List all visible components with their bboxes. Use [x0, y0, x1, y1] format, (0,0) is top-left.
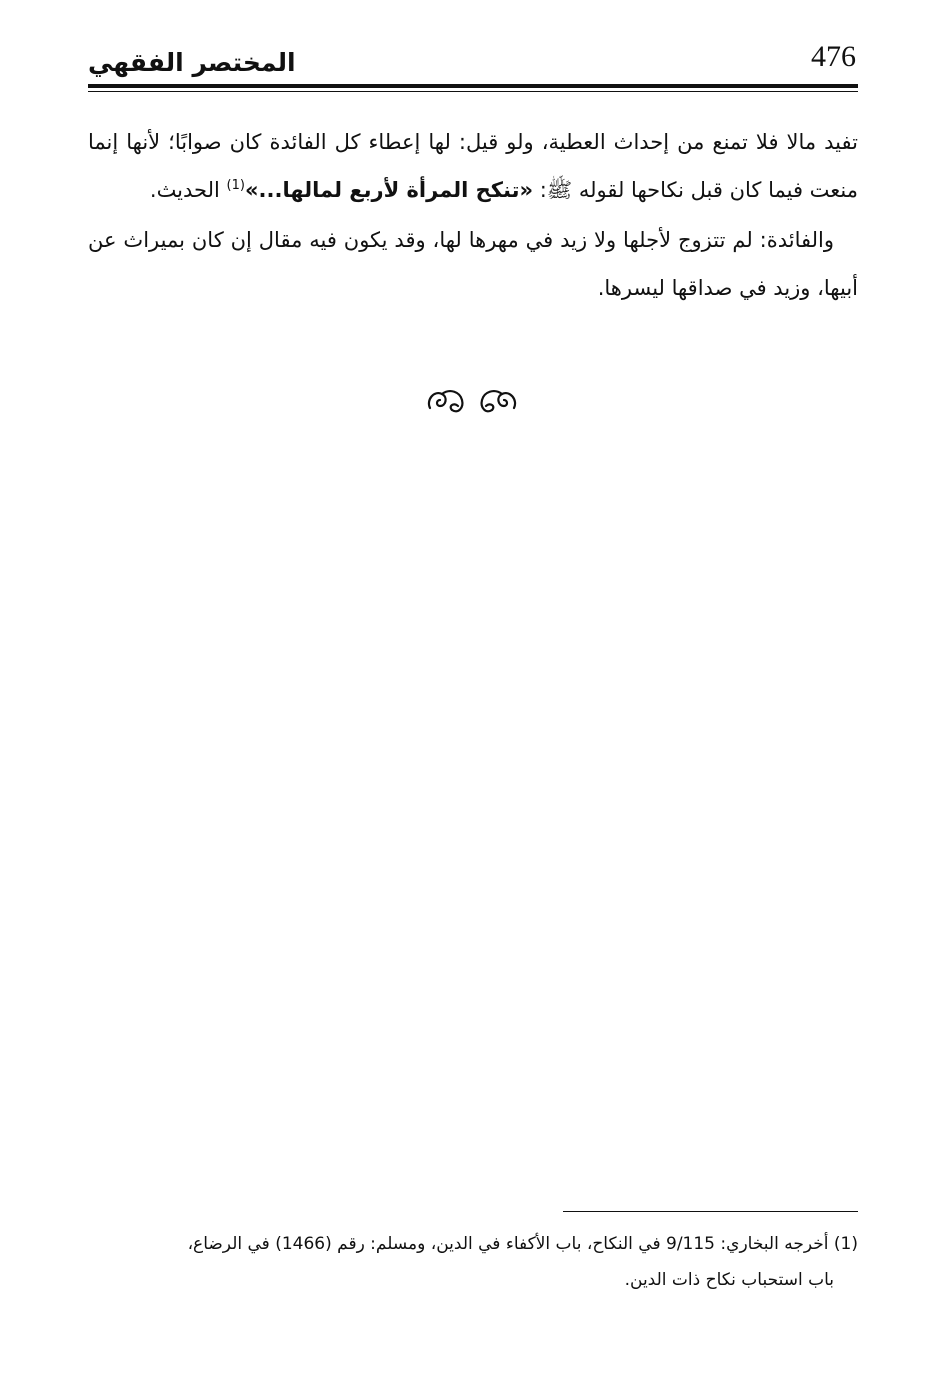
hadith-quote: «تنكح المرأة لأربع لمالها...» — [244, 178, 534, 202]
header-rule-thin — [88, 91, 858, 92]
footnote — [88, 1226, 858, 1298]
paragraph-2-text: والفائدة: لم تتزوج لأجلها ولا زيد في مهرها لها، وقد يكون فيه مقال إن كان بميراث عن أبيها، وزيد في صداقها ليسرها. — [88, 228, 858, 300]
footnote-line-2: باب استحباب نكاح ذات الدين. — [624, 1270, 834, 1290]
footnote-text: أخرجه البخاري: 9/115 في النكاح، باب الأكفاء في الدين، ومسلم: رقم (1466) في الرضاع، — [187, 1234, 834, 1254]
paragraph-1-text: تفيد مالا فلا تمنع من إحداث العطية، ولو قيل: لها إعطاء كل الفائدة كان صوابًا؛ لأنها إنما منعت فيما كان قبل نكاحها لقوله ﷺ: — [88, 130, 858, 202]
running-title: المختصر الفقهي — [88, 48, 296, 77]
section-end-ornament-icon — [0, 384, 944, 429]
body-text — [88, 118, 858, 314]
paragraph-1 — [88, 118, 858, 214]
page-number: 476 — [811, 40, 856, 73]
header-rule-thick — [88, 84, 858, 88]
footnote-marker: (1) — [833, 1234, 858, 1254]
paragraph-1-ending: الحديث. — [149, 178, 227, 202]
footnote-separator — [563, 1211, 858, 1212]
paragraph-2 — [88, 216, 858, 312]
footnote-reference[interactable]: (1) — [226, 178, 245, 193]
footnote-line-1 — [88, 1226, 858, 1262]
ornament-swirl-icon — [424, 384, 520, 418]
page-header — [88, 34, 858, 90]
